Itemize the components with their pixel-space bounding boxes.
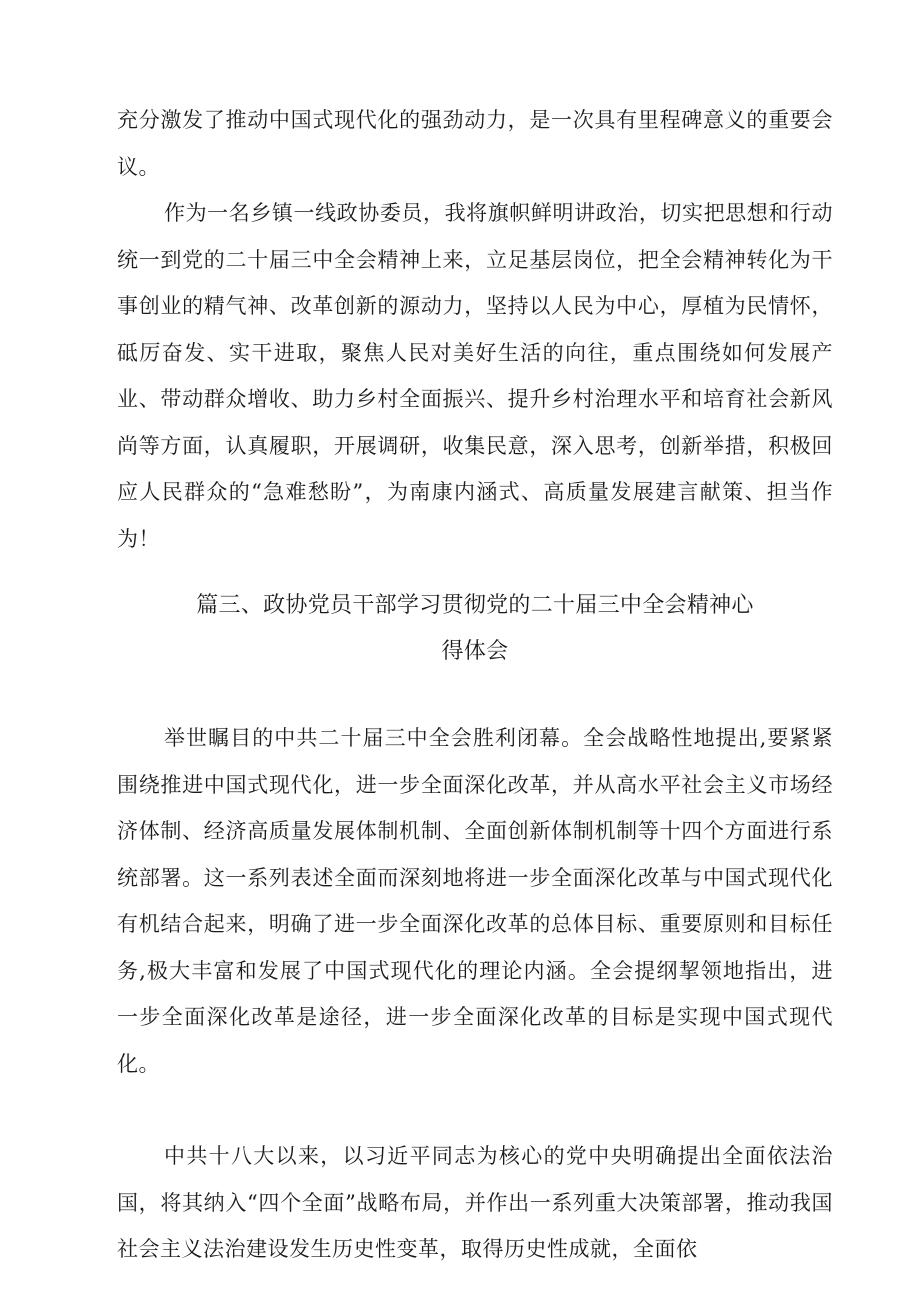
section-title-line-1: 篇三、政协党员干部学习贯彻党的二十届三中全会精神心 xyxy=(196,593,754,618)
paragraph-rule-of-law: 中共十八大以来，以习近平同志为核心的党中央明确提出全面依法治国，将其纳入“四个全面”战略布局，并作出一系列重大决策部署，推动我国社会主义法治建设发生历史性变革，取得历史性成就，全面依 xyxy=(117,1144,833,1261)
paragraph-committee-member-pledge: 作为一名乡镇一线政协委员，我将旗帜鲜明讲政治，切实把思想和行动统一到党的二十届三中全会精神上来，立足基层岗位，把全会精神转化为干事创业的精气神、改革创新的源动力，坚持以人民为中心，厚植为民情怀，砥厉奋发、实干进取，聚焦人民对美好生活的向往，重点围绕如何发展产业、带动群众增收、助力乡村全面振兴、提升乡村治理水平和培育社会新风尚等方面，认真履职，开展调研，收集民意，深入思考，创新举措，积极回应人民群众的“急难愁盼”，为南康内涵式、高质量发展建言献策、担当作为！ xyxy=(117,201,833,551)
section-title xyxy=(117,583,833,675)
paragraph-continuation: 充分激发了推动中国式现代化的强劲动力，是一次具有里程碑意义的重要会议。 xyxy=(117,108,833,179)
paragraph-plenum-overview: 举世瞩目的中共二十届三中全会胜利闭幕。全会战略性地提出,要紧紧围绕推进中国式现代化，进一步全面深化改革，并从高水平社会主义市场经济体制、经济高质量发展体制机制、全面创新体制机制等十四个方面进行系统部署。这一系列表述全面而深刻地将进一步全面深化改革与中国式现代化有机结合起来，明确了进一步全面深化改革的总体目标、重要原则和目标任务,极大丰富和发展了中国式现代化的理论内涵。全会提纲挈领地指出，进一步全面深化改革是途径，进一步全面深化改革的目标是实现中国式现代化。 xyxy=(117,726,833,1076)
section-title-line-2: 得体会 xyxy=(441,639,509,664)
